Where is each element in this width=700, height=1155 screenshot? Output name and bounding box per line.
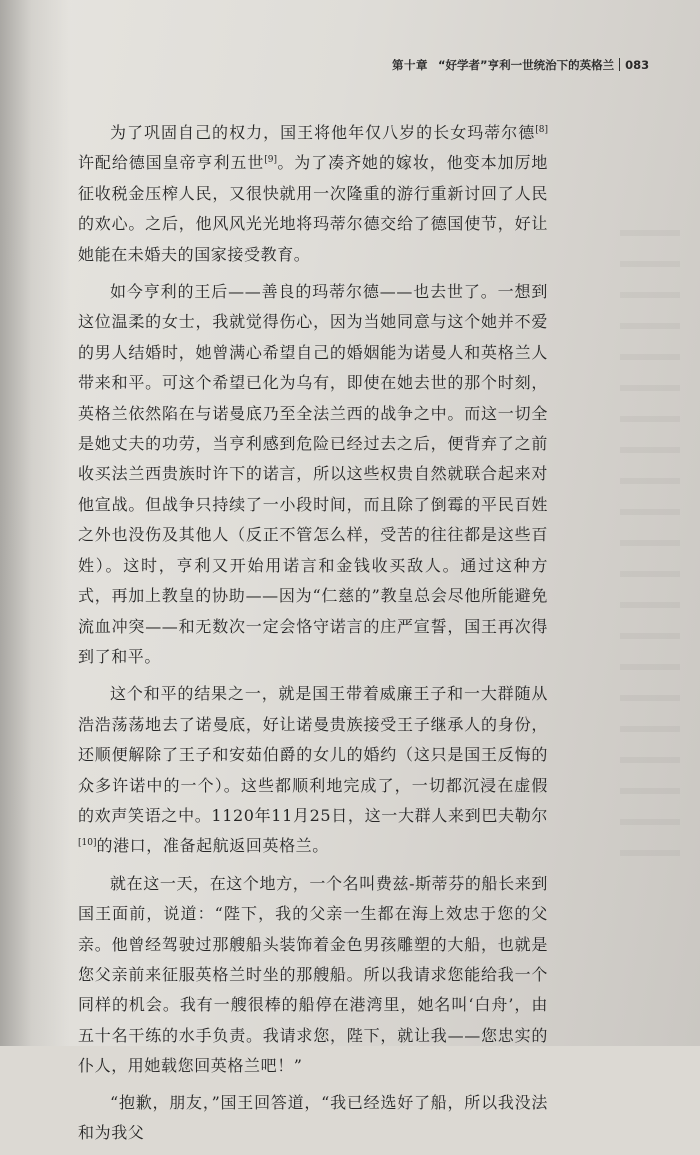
body-text xyxy=(78,118,548,1155)
paragraph-text: 就在这一天，在这个地方，一个名叫费兹-斯蒂芬的船长来到国王面前，说道：“陛下，我的父亲一生都在海上效忠于您的父亲。他曾经驾驶过那艘船头装饰着金色男孩雕塑的大船，也就是您父亲前来征服英格兰时坐的那艘船。所以我请求您能给我一个同样的机会。我有一艘很棒的船停在港湾里，她名叫‘白舟’，由五十名干练的水手负责。我请求您，陛下，就让我——您忠实的仆人，用她载您回英格兰吧！” xyxy=(78,873,548,1076)
chapter-title: “好学者”亨利一世统治下的英格兰 xyxy=(438,58,615,72)
footnote-ref: [9] xyxy=(264,155,278,166)
spine-shadow xyxy=(0,0,70,1046)
page-number: 083 xyxy=(625,58,650,72)
paragraph-2 xyxy=(78,277,548,672)
footnote-ref: [8] xyxy=(535,125,548,135)
paragraph-3 xyxy=(78,679,548,861)
paragraph-5 xyxy=(78,1088,548,1149)
paragraph-text: 许配给德国皇帝亨利五世 xyxy=(78,153,265,173)
show-through-shadow xyxy=(620,230,680,870)
paragraph-text: 为了巩固自己的权力，国王将他年仅八岁的长女玛蒂尔德 xyxy=(110,123,536,142)
header-divider xyxy=(619,58,620,71)
paragraph-4 xyxy=(78,869,548,1082)
paragraph-text: 的港口，准备起航返回英格兰。 xyxy=(96,836,329,856)
paragraph-text: 这个和平的结果之一，就是国王带着威廉王子和一大群随从浩浩荡荡地去了诺曼底，好让诺曼贵族接受王子继承人的身份，还顺便解除了王子和安茹伯爵的女儿的婚约（这只是国王反悔的众多许诺中的一个）。这些都顺利地完成了，一切都沉浸在虚假的欢声笑语之中。1120年11月25日，这一大群人来到巴夫勒尔 xyxy=(78,684,548,825)
paragraph-text: 。为了凑齐她的嫁妆，他变本加厉地征收税金压榨人民，又很快就用一次隆重的游行重新讨回了人民的欢心。之后，他风风光光地将玛蒂尔德交给了德国使节，好让她能在未婚夫的国家接受教育。 xyxy=(78,153,548,264)
paragraph-text: 如今亨利的王后——善良的玛蒂尔德——也去世了。一想到这位温柔的女士，我就觉得伤心，因为当她同意与这个她并不爱的男人结婚时，她曾满心希望自己的婚姻能为诺曼人和英格兰人带来和平。可这个希望已化为乌有，即使在她去世的那个时刻，英格兰依然陷在与诺曼底乃至全法兰西的战争之中。而这一切全是她丈夫的功劳，当亨利感到危险已经过去之后，便背弃了之前收买法兰西贵族时许下的诺言，所以这些权贵自然就联合起来对他宣战。但战争只持续了一小段时间，而且除了倒霉的平民百姓之外也没伤及其他人（反正不管怎么样，受苦的往往都是这些百姓）。这时，亨利又开始用诺言和金钱收买敌人。通过这种方式，再加上教皇的协助——因为“仁慈的”教皇总会尽他所能避免流血冲突——和无数次一定会恪守诺言的庄严宣誓，国王再次得到了和平。 xyxy=(78,282,548,666)
paragraph-text: “抱歉，朋友，”国王回答道，“我已经选好了船，所以我没法和为我父 xyxy=(78,1092,548,1142)
chapter-label: 第十章 xyxy=(392,58,428,72)
running-header xyxy=(392,57,692,77)
footnote-ref: [10] xyxy=(78,838,97,849)
paragraph-1 xyxy=(78,118,548,270)
